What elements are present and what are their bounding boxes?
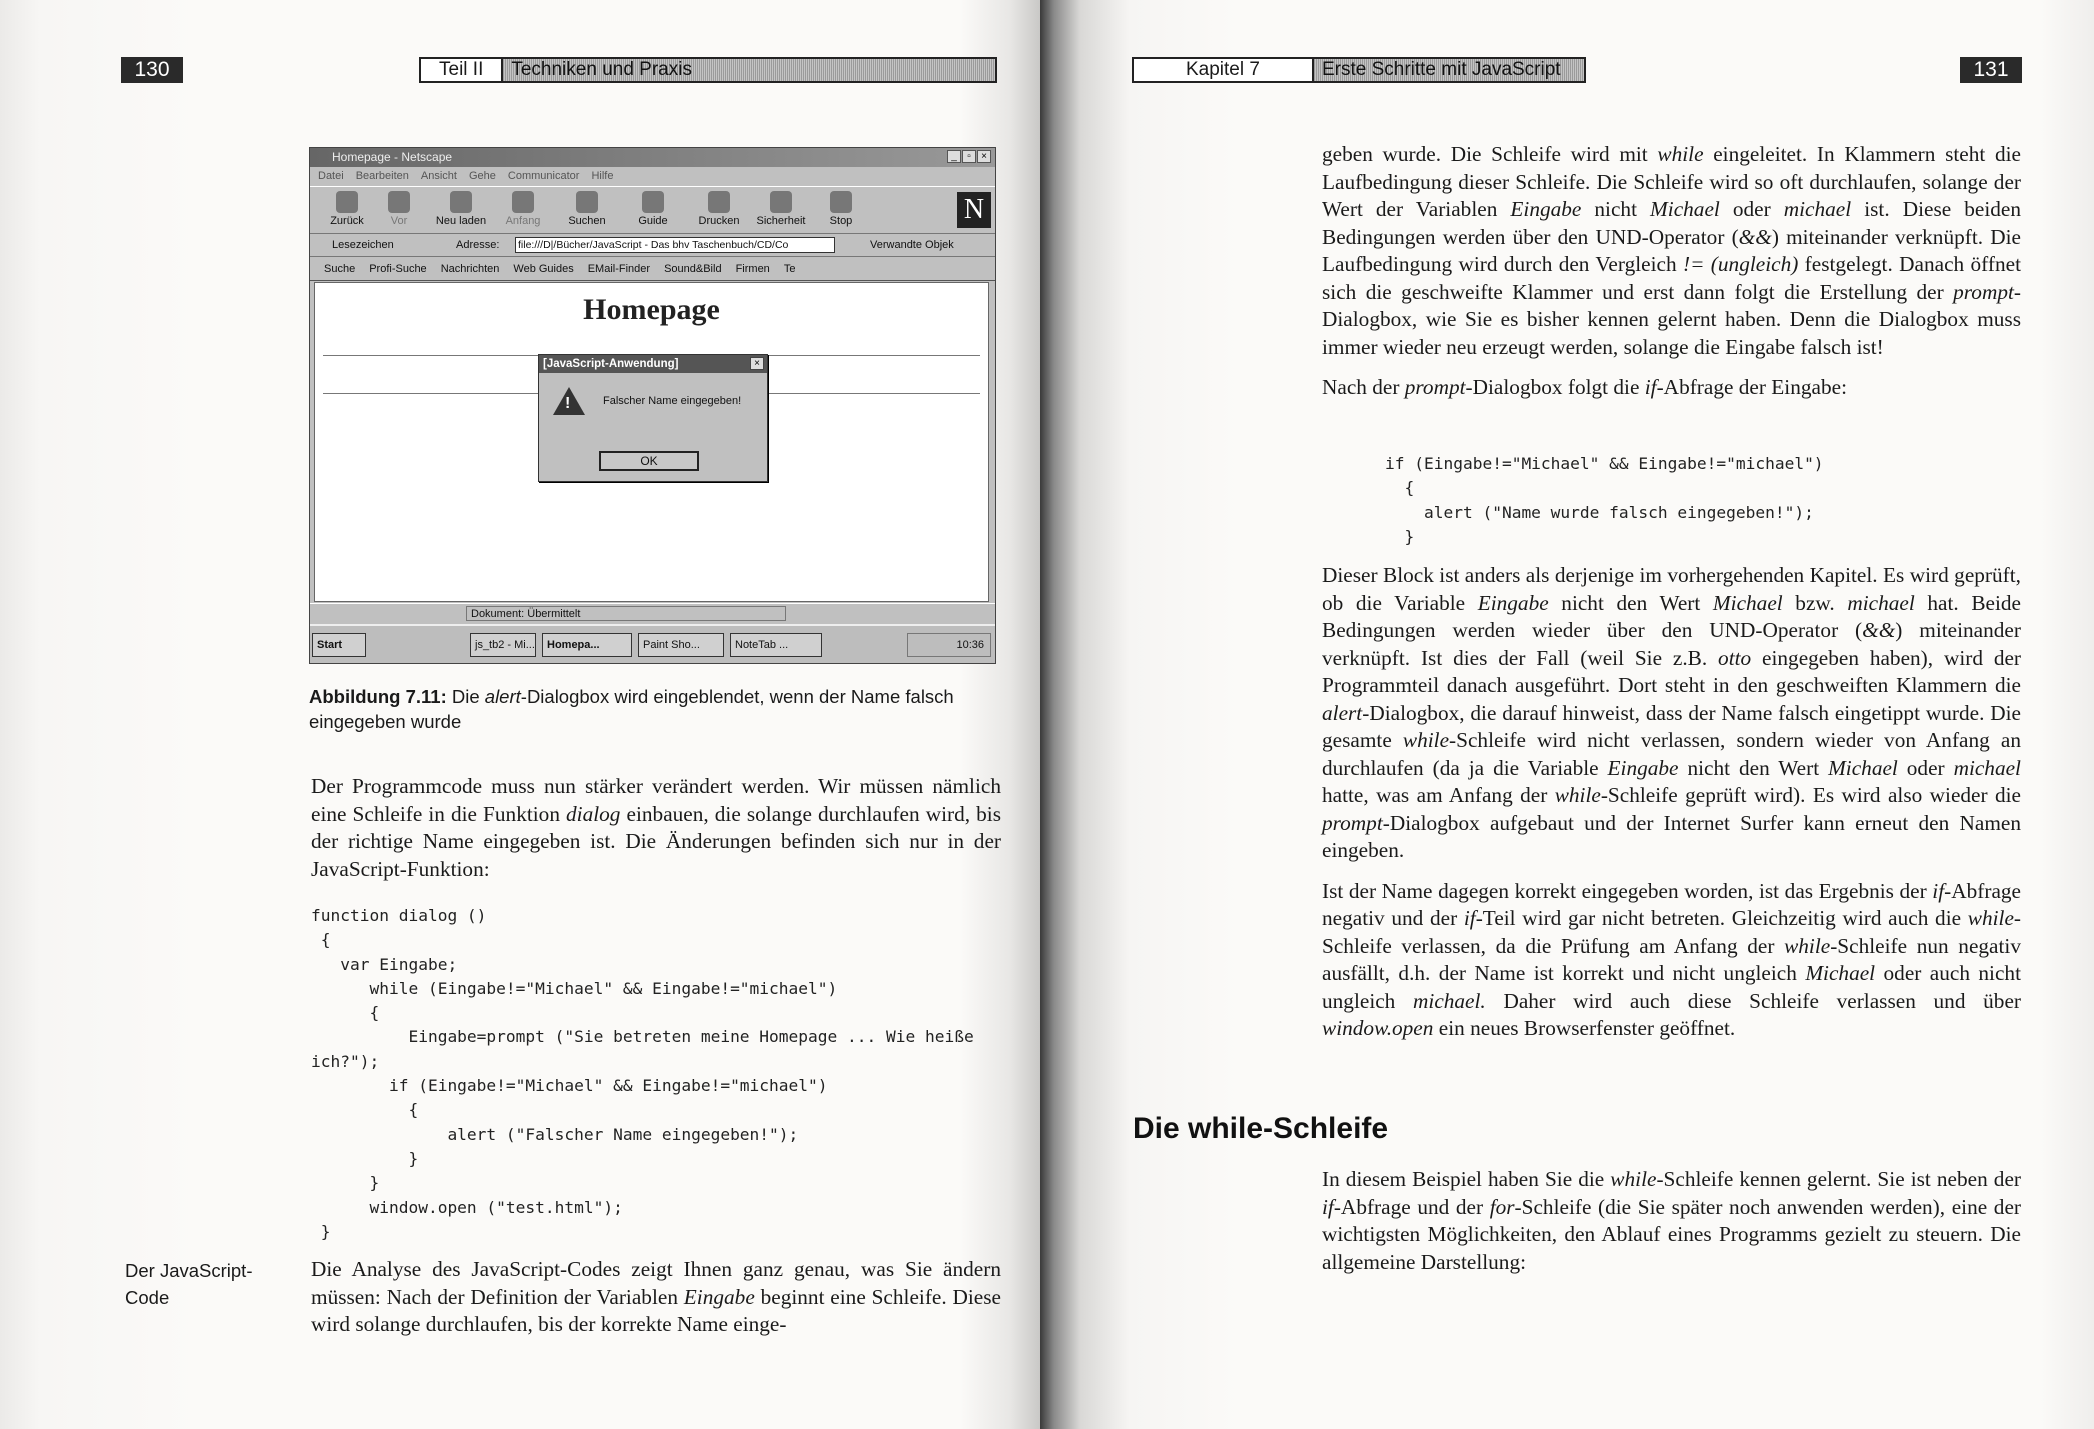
italic-term: while	[1402, 728, 1450, 752]
italic-term: if	[1644, 375, 1657, 399]
maximize-icon: ▫	[962, 150, 976, 163]
italic-term: michael.	[1413, 988, 1486, 1013]
italic-term: Eingabe	[1477, 590, 1549, 615]
italic-term: Eingabe	[1607, 755, 1679, 780]
italic-term: &&	[1738, 224, 1772, 249]
address-label: Adresse:	[456, 239, 500, 251]
italic-term: prompt	[1953, 279, 2014, 304]
lock-icon	[770, 191, 792, 213]
italic-term: otto	[1718, 645, 1752, 670]
paragraph: geben wurde. Die Schleife wird mit while eingeleitet. In Klammern steht die Laufbedingung dieser Schleife. Die Schleife wird so oft durchlaufen, solange der Wert der Variablen Eingabe nicht Michael oder michael ist. Diese beiden Bedingungen werden über den UND-Operator (&&) miteinander verknüpft. Die Laufbedingung wird durch den Vergleich != (ungleich) festgelegt. Danach öffnet sich die geschweifte Klammer und erst dann folgt die Erstellung der prompt-Dialogbox, wie Sie es bisher kennen gelernt haben. Denn die Dialogbox muss immer wieder neu erzeugt werden, solange die Eingabe falsch ist!	[1322, 142, 2021, 359]
italic-term: alert	[1322, 700, 1363, 725]
italic-term: if	[1322, 1194, 1334, 1219]
paragraph: In diesem Beispiel haben Sie die while-Schleife kennen gelernt. Sie ist neben der if-Abfrage und der for-Schleife (die Sie später noch anwenden werden), eine der wichtigsten Möglichkeiten, den Ablauf eines Programms gezielt zu steuern. Die allgemeine Darstellung:	[1322, 1167, 2021, 1274]
taskbar-item: Paint Sho...	[638, 633, 724, 657]
header-chapter: Kapitel 7	[1134, 59, 1314, 81]
search-icon	[576, 191, 598, 213]
browser-screenshot	[309, 147, 996, 664]
italic-term: while	[1554, 783, 1601, 807]
italic-term: &&	[1862, 618, 1896, 642]
code-listing: function dialog () { var Eingabe; while (Eingabe!="Michael" && Eingabe!="michael") { Eingabe=prompt ("Sie betreten meine Homepage ... Wie heiße ich?"); if (Eingabe!="Michael" && Eingabe!="michael") { alert ("Falscher Name eingegeben!"); } } window.open ("test.html"); }	[311, 906, 974, 1241]
italic-term: if	[1463, 906, 1476, 930]
forward-button: Vor	[372, 191, 426, 227]
running-header	[1132, 57, 1586, 83]
taskbar-item: NoteTab ...	[730, 633, 822, 657]
paragraph: Der Programmcode muss nun stärker verändert werden. Wir müssen nämlich eine Schleife in die Funktion dialog einbauen, die solange durchlaufen wird, bis der richtige Name eingegeben ist. Die Änderungen befinden sich nur in der JavaScript-Funktion:	[311, 774, 1001, 881]
menu-item: Communicator	[507, 170, 580, 182]
menu-item: Datei	[318, 170, 344, 182]
page-heading: Homepage	[583, 293, 720, 326]
body-text	[1322, 562, 2021, 1043]
status-text: Dokument: Übermittelt	[466, 606, 786, 621]
start-button: Start	[312, 633, 366, 657]
italic-term: Michael	[1828, 755, 1898, 780]
personal-toolbar	[310, 258, 995, 281]
left-page	[0, 0, 1040, 1429]
menu-item: Gehe	[468, 170, 496, 182]
search-button: Suchen	[560, 191, 614, 227]
code-listing: if (Eingabe!="Michael" && Eingabe!="michael") { alert ("Name wurde falsch eingegeben!"); }	[1385, 454, 1824, 546]
location-bar	[310, 234, 995, 257]
address-field: file:///D|/Bücher/JavaScript - Das bhv Taschenbuch/CD/Co	[515, 237, 835, 253]
dialog-title: [JavaScript-Anwendung]	[539, 355, 767, 373]
italic-term: while	[1610, 1167, 1657, 1191]
netscape-logo-icon: N	[957, 192, 991, 228]
paragraph: Nach der prompt-Dialogbox folgt die if-Abfrage der Eingabe:	[1322, 375, 1847, 399]
paragraph: Dieser Block ist anders als derjenige im vorhergehenden Kapitel. Es wird geprüft, ob die Variable Eingabe nicht den Wert Michael bzw. michael hat. Beide Bedingungen werden wieder über den UND-Operator (&&) miteinander verknüpft. Ist dies der Fall (weil Sie z.B. otto eingegeben haben), wird der Programmteil danach ausgeführt. Dort steht in den geschweiften Klammern die alert-Dialogbox, die darauf hinweist, dass der Name falsch eingetippt wurde. Die gesamte while-Schleife wird nicht verlassen, sondern wieder von Anfang an durchlaufen (da ja die Variable Eingabe nicht den Wert Michael oder michael hatte, was am Anfang der while-Schleife geprüft wird). Es wird also wieder die prompt-Dialogbox aufgebaut und der Internet Surfer kann erneut den Namen eingeben.	[1322, 563, 2022, 862]
browser-toolbar	[310, 186, 995, 234]
window-title: Homepage - Netscape	[332, 150, 453, 164]
menu-bar	[310, 168, 995, 185]
italic-term: michael	[1847, 590, 1915, 615]
link-item: Suche	[324, 263, 356, 275]
guide-button: Guide	[626, 191, 680, 227]
home-button: Anfang	[496, 191, 550, 227]
paragraph: Die Analyse des JavaScript-Codes zeigt Ihnen ganz genau, was Sie ändern müssen: Nach der Definition der Variablen Eingabe beginnt eine Schleife. Diese wird solange durchlaufen, bis der korrekte Name einge-	[311, 1257, 1001, 1336]
stop-button: Stop	[814, 191, 868, 227]
italic-term: window.open	[1322, 1016, 1434, 1040]
link-item: Profi-Suche	[369, 263, 427, 275]
running-header	[419, 57, 997, 83]
menu-item: Bearbeiten	[355, 170, 409, 182]
back-button: Zurück	[320, 191, 374, 227]
caption-label: Abbildung 7.11:	[309, 686, 447, 707]
alert-dialog	[538, 354, 768, 482]
paragraph: Ist der Name dagegen korrekt eingegeben worden, ist das Ergebnis der if-Abfrage negativ und der if-Teil wird gar nicht betreten. Gleichzeitig wird auch die while-Schleife verlassen, da die Prüfung am Anfang der while-Schleife nun negativ ausfällt, d.h. der Name ist korrekt und nicht ungleich Michael oder auch nicht ungleich michael. Daher wird auch diese Schleife verlassen und über window.open ein neues Browserfenster geöffnet.	[1322, 878, 2021, 1040]
reload-button: Neu laden	[434, 191, 488, 227]
italic-term: Eingabe	[1510, 197, 1582, 221]
header-title: Techniken und Praxis	[503, 59, 995, 81]
menu-item: Hilfe	[591, 170, 614, 182]
italic-term: while	[1784, 933, 1831, 958]
print-icon	[708, 191, 730, 213]
window-titlebar	[310, 148, 995, 167]
bookmarks-label: Lesezeichen	[332, 239, 394, 251]
link-item: EMail-Finder	[587, 263, 651, 275]
taskbar	[310, 624, 995, 664]
minimize-icon: _	[947, 150, 961, 163]
link-item: Web Guides	[513, 263, 574, 275]
reload-icon	[450, 191, 472, 213]
italic-term: prompt	[1322, 810, 1383, 835]
italic-term: Michael	[1805, 961, 1876, 985]
guide-icon	[642, 191, 664, 213]
print-button: Drucken	[692, 191, 746, 227]
italic-term: michael	[1783, 197, 1852, 221]
italic-term: michael	[1953, 755, 2021, 780]
home-icon	[512, 191, 534, 213]
taskbar-item: js_tb2 - Mi...	[470, 633, 536, 657]
section-heading: Die while-Schleife	[1133, 1112, 1389, 1145]
close-icon: ×	[750, 357, 764, 370]
menu-item: Ansicht	[420, 170, 457, 182]
body-text	[1322, 141, 2021, 402]
dialog-message: Falscher Name eingegeben!	[603, 395, 742, 407]
link-item: Nachrichten	[440, 263, 500, 275]
right-page	[1040, 0, 2094, 1429]
page-number: 131	[1960, 57, 2022, 83]
ok-button: OK	[599, 451, 699, 471]
italic-term: while	[1657, 142, 1704, 166]
window-buttons	[947, 150, 991, 163]
header-part: Teil II	[421, 59, 503, 81]
warning-icon: !	[553, 387, 585, 415]
link-item: Firmen	[735, 263, 770, 275]
related-label: Verwandte Objek	[870, 239, 954, 251]
status-bar	[310, 603, 995, 624]
security-button: Sicherheit	[754, 191, 808, 227]
italic-term: for	[1489, 1194, 1515, 1219]
link-item: Sound&Bild	[664, 263, 722, 275]
italic-term: if	[1932, 878, 1945, 903]
italic-term: Michael	[1650, 197, 1720, 221]
italic-term: Michael	[1712, 590, 1783, 615]
italic-term: != (ungleich)	[1682, 252, 1799, 276]
close-icon: ×	[977, 150, 991, 163]
italic-term: prompt	[1404, 375, 1466, 399]
header-title: Erste Schritte mit JavaScript	[1314, 59, 1584, 81]
taskbar-item: Homepa...	[542, 633, 632, 657]
italic-term: while	[1967, 906, 2014, 930]
stop-icon	[830, 191, 852, 213]
taskbar-clock: 10:36	[907, 633, 991, 657]
back-icon	[336, 191, 358, 213]
forward-icon	[388, 191, 410, 213]
body-text	[1322, 1166, 2021, 1276]
link-item: Te	[783, 263, 796, 275]
page-number: 130	[121, 57, 183, 83]
figure-caption: Abbildung 7.11: Die alert-Dialogbox wird eingeblendet, wenn der Name falsch eingegeben wurde	[309, 686, 954, 732]
margin-note: Der JavaScript-Code	[125, 1260, 253, 1308]
